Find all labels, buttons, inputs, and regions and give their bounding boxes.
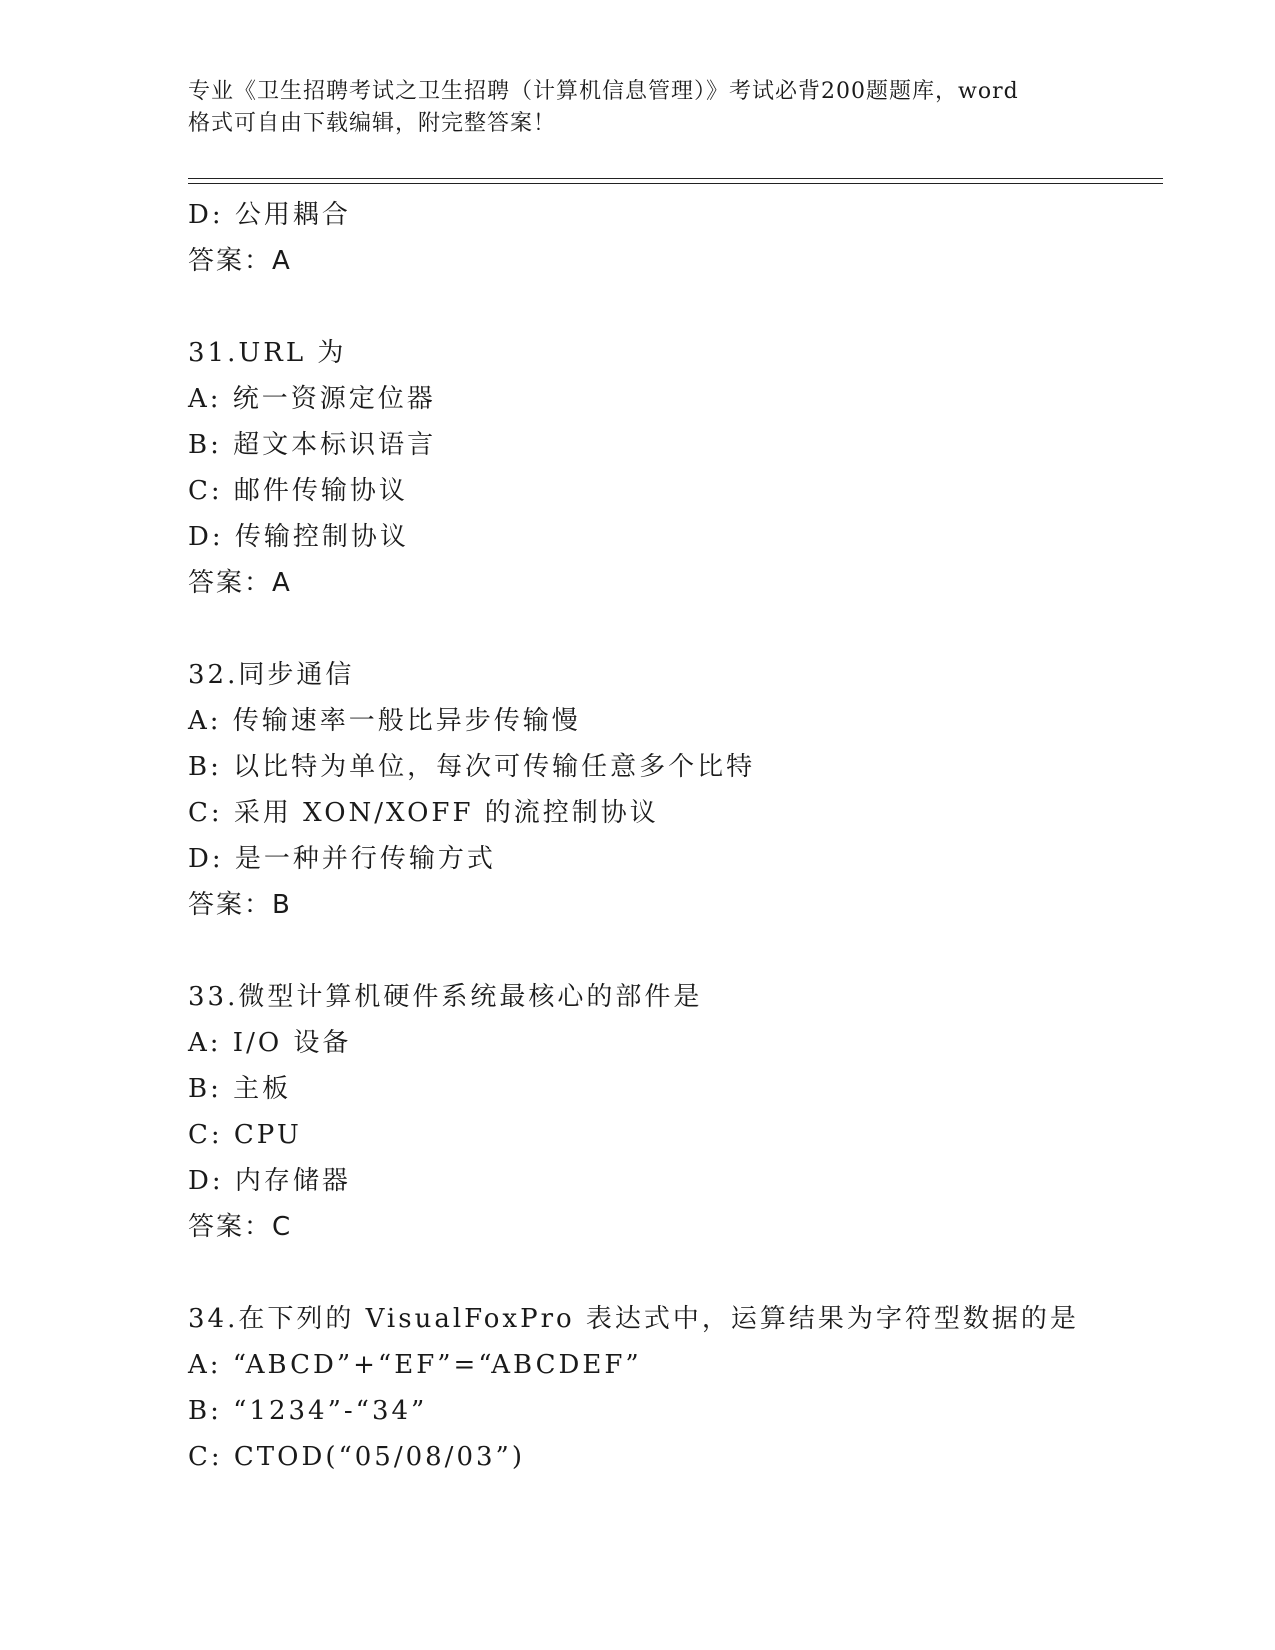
spacer: [188, 1250, 1148, 1296]
question-stem: 31.URL 为: [188, 338, 347, 368]
option-a: A: 统一资源定位器: [188, 384, 436, 414]
option-a: A: 传输速率一般比异步传输慢: [188, 706, 581, 736]
option-b: B: 主板: [188, 1074, 292, 1104]
spacer: [188, 284, 1148, 330]
header-rule-top: [188, 178, 1163, 179]
spacer: [188, 928, 1148, 974]
option-c: C: CTOD(“05/08/03”): [188, 1442, 525, 1472]
option-a: A: “ABCD”+“EF”=“ABCDEF”: [188, 1350, 642, 1380]
document-header: [188, 76, 1118, 140]
prev-answer: 答案：A: [188, 246, 292, 276]
answer: 答案：B: [188, 890, 292, 920]
header-line-1: 专业《卫生招聘考试之卫生招聘（计算机信息管理）》考试必背200题题库，word: [188, 79, 1019, 104]
answer: 答案：A: [188, 568, 292, 598]
answer: 答案：C: [188, 1212, 293, 1242]
question-stem: 32.同步通信: [188, 660, 355, 690]
option-c: C: 邮件传输协议: [188, 476, 408, 506]
question-list: [188, 192, 1148, 1480]
option-d: D: 内存储器: [188, 1166, 351, 1196]
option-d: D: 传输控制协议: [188, 522, 409, 552]
option-c: C: 采用 XON/XOFF 的流控制协议: [188, 798, 659, 828]
prev-option-d: D: 公用耦合: [188, 200, 351, 230]
option-a: A: I/O 设备: [188, 1028, 352, 1058]
option-b: B: 以比特为单位，每次可传输任意多个比特: [188, 752, 756, 782]
question-stem: 34.在下列的 VisualFoxPro 表达式中，运算结果为字符型数据的是: [188, 1304, 1079, 1334]
option-c: C: CPU: [188, 1120, 302, 1150]
question-stem: 33.微型计算机硬件系统最核心的部件是: [188, 982, 703, 1012]
spacer: [188, 606, 1148, 652]
header-rule-bottom: [188, 183, 1163, 184]
option-b: B: “1234”-“34”: [188, 1396, 428, 1426]
header-line-2: 格式可自由下载编辑，附完整答案！: [188, 111, 557, 136]
option-b: B: 超文本标识语言: [188, 430, 437, 460]
option-d: D: 是一种并行传输方式: [188, 844, 496, 874]
